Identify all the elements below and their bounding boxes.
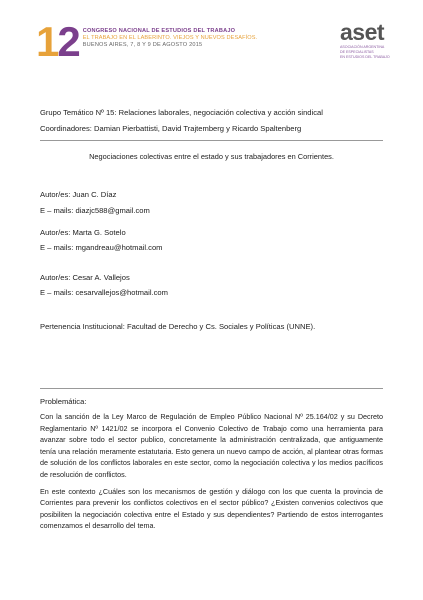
author-2: Autor/es: Marta G. Sotelo (40, 228, 126, 237)
problematica-body (40, 411, 383, 532)
author-1-email: E – mails: diazjc588@gmail.com (40, 206, 150, 215)
congress-subtitle: EL TRABAJO EN EL LABERINTO. VIEJOS Y NUEVOS DESAFÍOS. (82, 35, 258, 41)
problematica-heading: Problemática: (40, 397, 87, 406)
author-1: Autor/es: Juan C. Díaz (40, 190, 117, 199)
congress-logo (36, 18, 258, 65)
aset-line-3: EN ESTUDIOS DEL TRABAJO (340, 55, 390, 59)
paragraph-2: En este contexto ¿Cuáles son los mecanismos de gestión y diálogo con los que cuenta la provincia de Corrientes para prevenir los conflictos colectivos en el sector público? ¿Existen convenios colectivos que posibiliten la negociación colectiva entre el Estado y sus dependientes? Partiendo de estos interrogantes comenzamos el desarrollo del tema. (40, 486, 383, 531)
congress-number: 12 (36, 18, 79, 65)
aset-logo (340, 20, 402, 60)
coordinadores: Coordinadores: Damian Pierbattisti, David Trajtemberg y Ricardo Spaltenberg (40, 124, 302, 133)
grupo-tematico: Grupo Temático Nº 15: Relaciones laborales, negociación colectiva y acción sindical (40, 108, 323, 117)
author-3: Autor/es: Cesar A. Vallejos (40, 273, 130, 282)
author-3-email: E – mails: cesarvallejos@hotmail.com (40, 288, 168, 297)
congress-text (83, 28, 258, 49)
congress-title: CONGRESO NACIONAL DE ESTUDIOS DEL TRABAJO (82, 28, 236, 34)
pertenencia-institucional: Pertenencia Institucional: Facultad de Derecho y Cs. Sociales y Políticas (UNNE). (40, 322, 316, 331)
aset-line-2: DE ESPECIALISTAS (340, 50, 374, 54)
congress-place: BUENOS AIRES, 7, 8 Y 9 DE AGOSTO 2015 (82, 42, 203, 48)
divider (40, 140, 383, 141)
aset-description (340, 45, 402, 60)
author-2-email: E – mails: mgandreau@hotmail.com (40, 243, 163, 252)
aset-name: aset (340, 19, 385, 45)
document-title: Negociaciones colectivas entre el estado y sus trabajadores en Corrientes. (89, 152, 334, 161)
aset-line-1: ASOCIACIÓN ARGENTINA (340, 45, 385, 49)
section-divider (40, 388, 383, 389)
paragraph-1: Con la sanción de la Ley Marco de Regulación de Empleo Público Nacional Nº 25.164/02 y su Decreto Reglamentario Nº 1421/02 se incorpora el Convenio Colectivo de Trabajo como una herramienta para avanzar sobre todo el sector publico, concretamente la administración centralizada, que antiguamente tenía una relación meramente estatutaria. Esto genera un nuevo campo de acción, al plantear otras formas de solución de los conflictos laborales en este sector, como la negociación colectiva y los medios pacíficos de resolución de conflictos. (40, 412, 383, 479)
